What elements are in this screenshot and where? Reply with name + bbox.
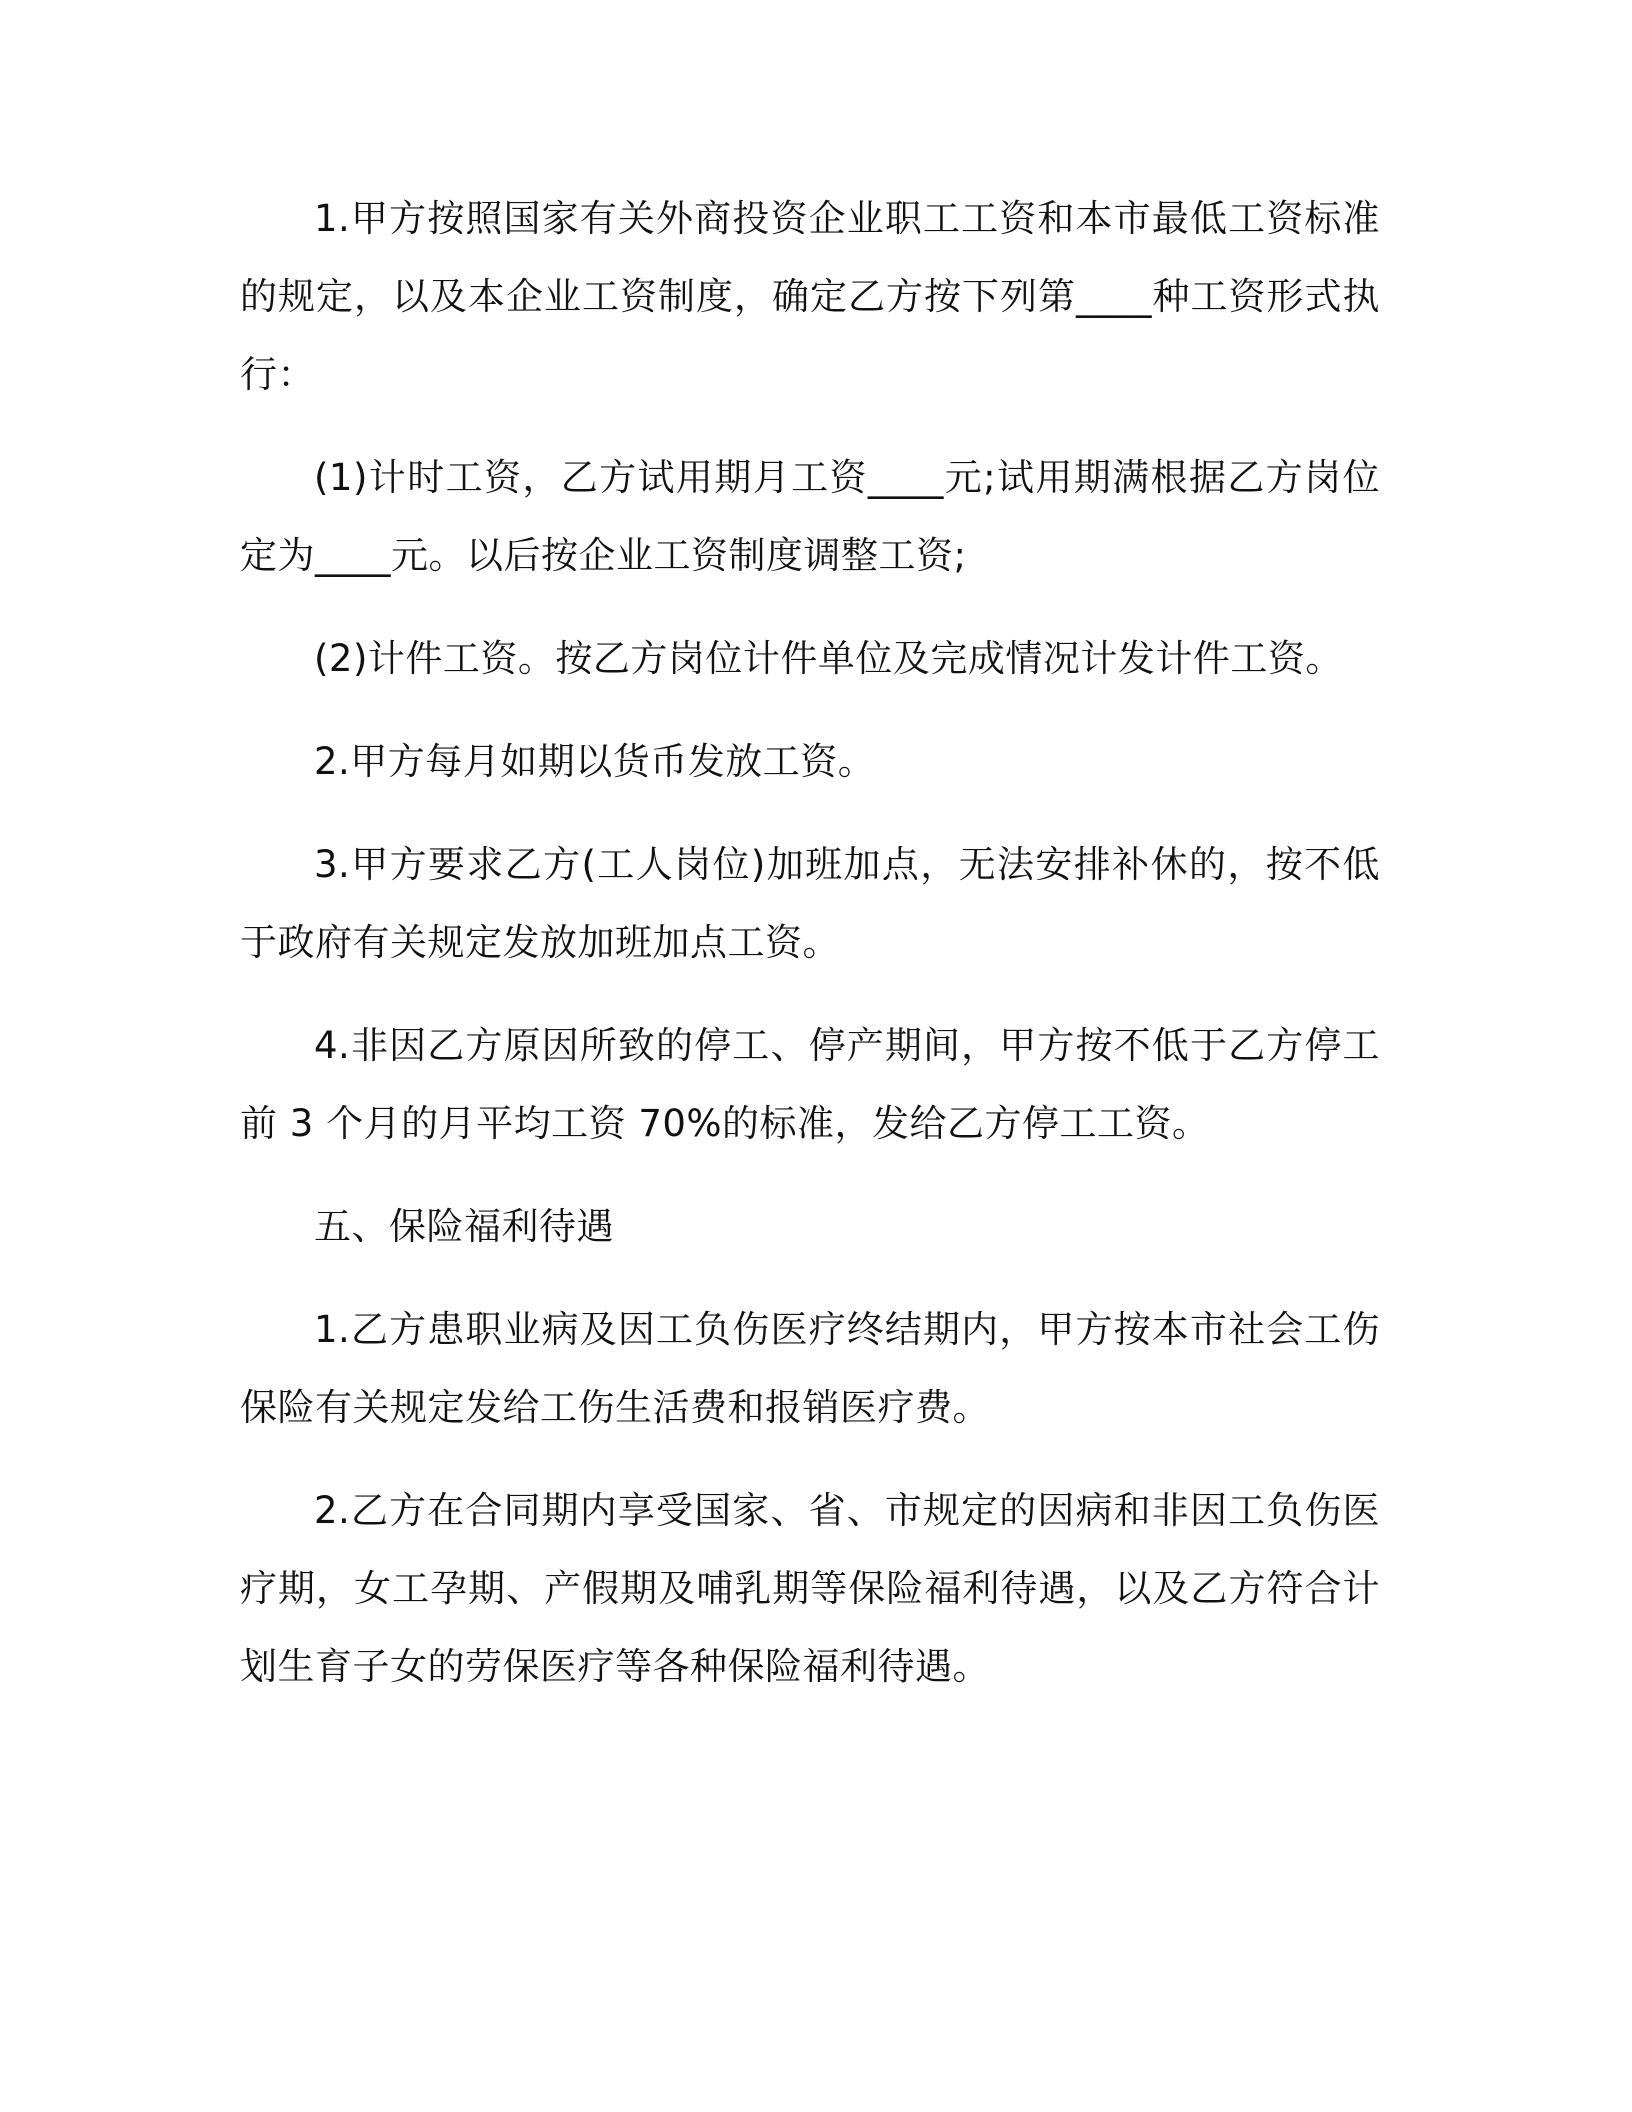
section-heading-insurance: 五、保险福利待遇 (314, 1205, 614, 1248)
paragraph-wage-form: 1.甲方按照国家有关外商投资企业职工工资和本市最低工资标准的规定，以及本企业工资制度，确定乙方按下列第____种工资形式执行： (240, 197, 1380, 396)
paragraph-monthly-payment: 2.甲方每月如期以货币发放工资。 (314, 740, 876, 783)
paragraph-piece-wage: (2)计件工资。按乙方岗位计件单位及完成情况计发计件工资。 (314, 637, 1343, 680)
paragraph-occupational-injury: 1.乙方患职业病及因工负伤医疗终结期内，甲方按本市社会工伤保险有关规定发给工伤生活费和报销医疗费。 (240, 1308, 1380, 1429)
paragraph-welfare-benefits: 2.乙方在合同期内享受国家、省、市规定的因病和非因工负伤医疗期，女工孕期、产假期及哺乳期等保险福利待遇，以及乙方符合计划生育子女的劳保医疗等各种保险福利待遇。 (240, 1489, 1380, 1688)
document-body (240, 180, 1380, 1731)
paragraph-overtime: 3.甲方要求乙方(工人岗位)加班加点，无法安排补休的，按不低于政府有关规定发放加班加点工资。 (240, 843, 1380, 964)
paragraph-stoppage-wage: 4.非因乙方原因所致的停工、停产期间，甲方按不低于乙方停工前 3 个月的月平均工资 70%的标准，发给乙方停工工资。 (240, 1024, 1380, 1145)
paragraph-time-wage: (1)计时工资，乙方试用期月工资____元;试用期满根据乙方岗位定为____元。以后按企业工资制度调整工资; (240, 456, 1380, 577)
